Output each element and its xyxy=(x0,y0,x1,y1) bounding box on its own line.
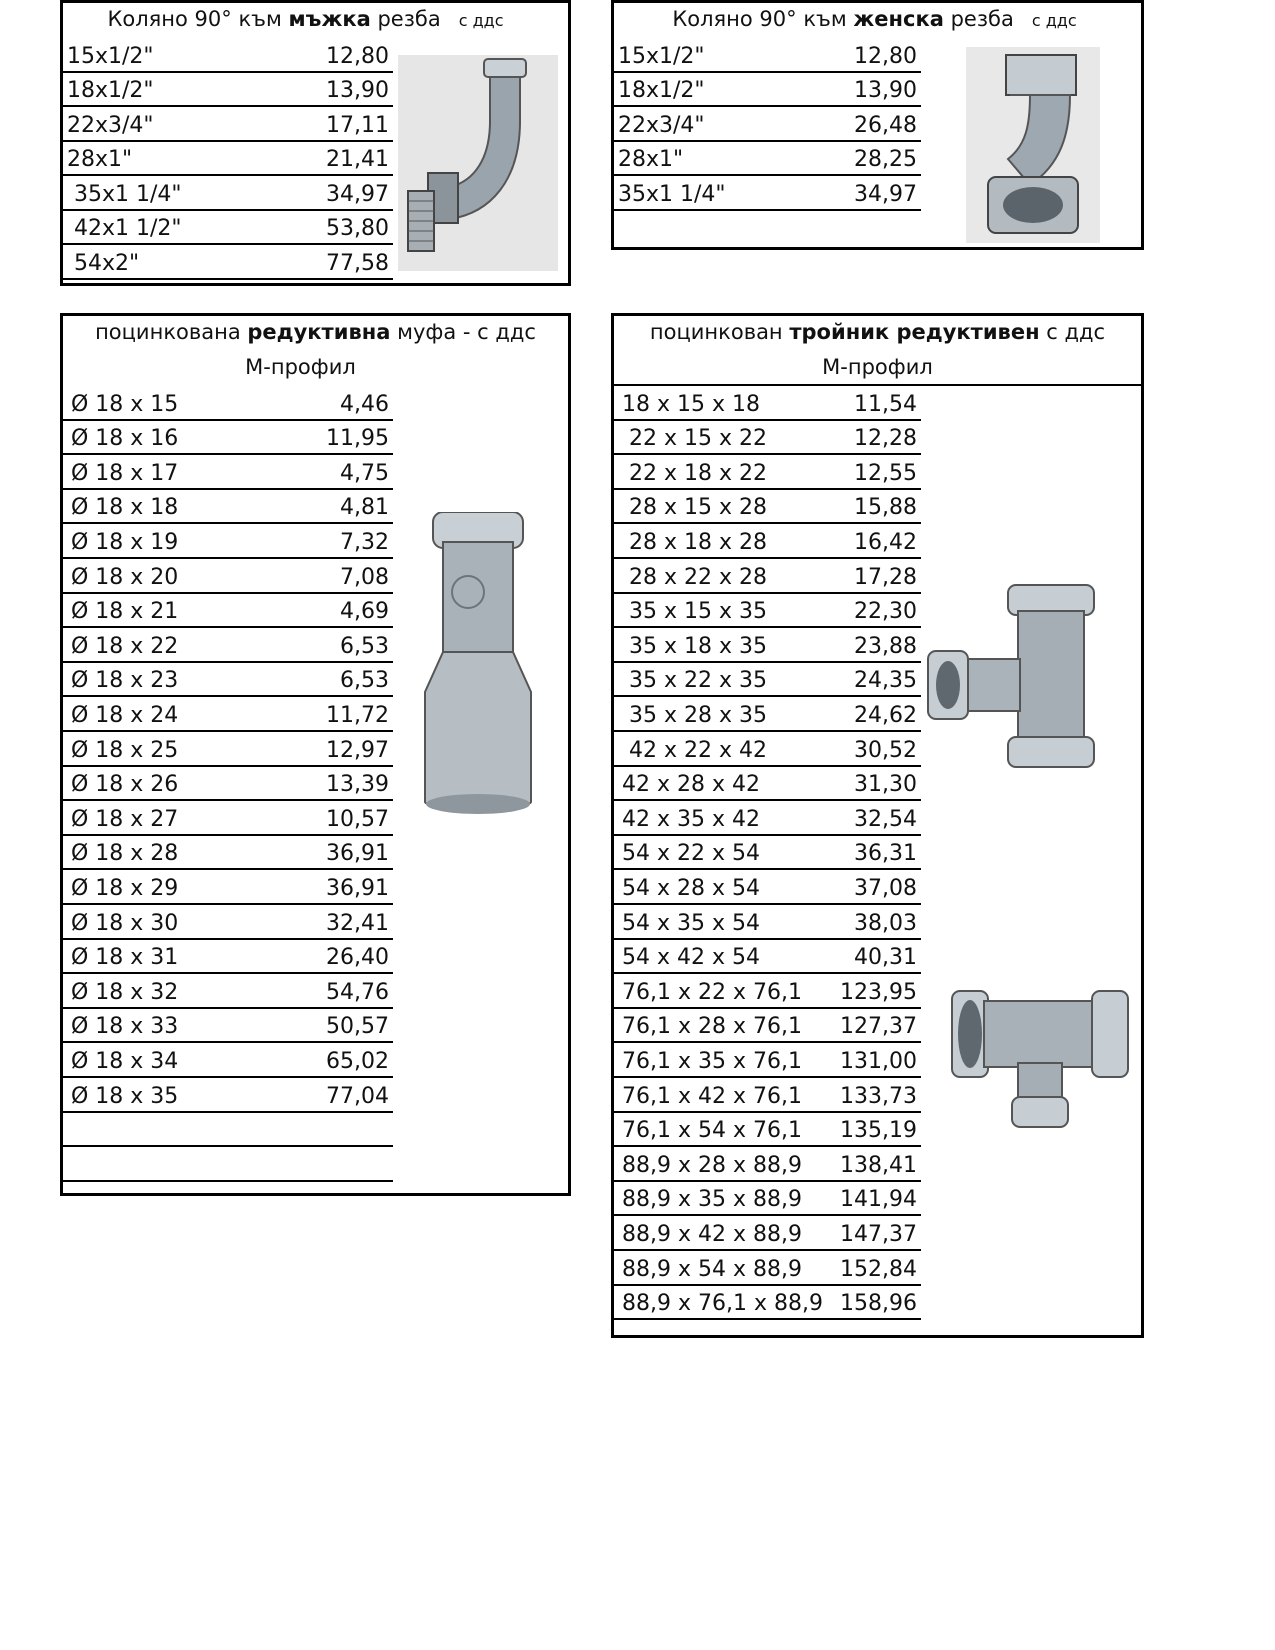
price-cell: 24,62 xyxy=(854,702,917,728)
size-cell: Ø 18 x 35 xyxy=(71,1083,179,1109)
price-cell: 36,91 xyxy=(326,875,389,901)
panel-title: Коляно 90° към мъжка резба с ддс xyxy=(107,7,504,31)
price-row xyxy=(614,801,921,836)
price-row xyxy=(63,697,393,732)
price-cell: 123,95 xyxy=(840,979,917,1005)
price-cell: 13,90 xyxy=(854,78,917,103)
price-cell: 54,76 xyxy=(326,979,389,1005)
price-row xyxy=(614,628,921,663)
reducing-tee-image xyxy=(926,581,1116,771)
size-cell: Ø 18 x 25 xyxy=(71,737,179,763)
price-row xyxy=(614,490,921,525)
price-cell: 23,88 xyxy=(854,633,917,659)
size-cell: 76,1 x 28 x 76,1 xyxy=(622,1014,802,1040)
size-cell: 88,9 x 54 x 88,9 xyxy=(622,1256,802,1282)
size-cell: 42 x 35 x 42 xyxy=(622,806,760,832)
price-row xyxy=(63,38,393,73)
price-row xyxy=(63,870,393,905)
price-row xyxy=(614,421,921,456)
price-row xyxy=(63,455,393,490)
price-row xyxy=(63,524,393,559)
price-cell: 7,32 xyxy=(340,529,389,555)
price-row xyxy=(63,421,393,456)
price-cell: 28,25 xyxy=(854,147,917,172)
price-cell: 11,95 xyxy=(326,426,389,452)
price-cell: 11,72 xyxy=(326,702,389,728)
panel-subtitle: М-профил xyxy=(822,355,933,379)
price-cell: 11,54 xyxy=(854,391,917,417)
price-cell: 38,03 xyxy=(854,910,917,936)
price-cell: 32,41 xyxy=(326,910,389,936)
price-row xyxy=(614,1009,921,1044)
price-row xyxy=(63,974,393,1009)
price-row xyxy=(614,1251,921,1286)
size-cell: 42 x 28 x 42 xyxy=(622,772,760,798)
panel-title: поцинкован тройник редуктивен с ддс xyxy=(649,320,1106,344)
price-cell: 24,35 xyxy=(854,668,917,694)
price-row xyxy=(63,1009,393,1044)
size-cell: 28x1" xyxy=(618,147,684,172)
size-cell: 76,1 x 22 x 76,1 xyxy=(622,979,802,1005)
price-cell: 13,90 xyxy=(326,78,389,103)
size-cell: 54 x 35 x 54 xyxy=(622,910,760,936)
price-cell: 17,28 xyxy=(854,564,917,590)
price-row xyxy=(614,1147,921,1182)
size-cell: 54 x 28 x 54 xyxy=(622,875,760,901)
price-row xyxy=(63,905,393,940)
price-row xyxy=(63,940,393,975)
size-cell: 18x1/2" xyxy=(67,78,154,103)
price-row xyxy=(63,386,393,421)
price-cell: 7,08 xyxy=(340,564,389,590)
size-cell: 15x1/2" xyxy=(67,43,154,69)
price-cell: 10,57 xyxy=(326,806,389,832)
price-row xyxy=(63,107,393,142)
price-cell: 16,42 xyxy=(854,529,917,555)
size-cell: 22x3/4" xyxy=(618,112,705,138)
size-cell: Ø 18 x 28 xyxy=(71,841,179,867)
panel-title: Коляно 90° към женска резба с ддс xyxy=(672,7,1077,31)
price-row xyxy=(614,1286,921,1321)
price-row xyxy=(614,386,921,421)
size-cell: 28 x 18 x 28 xyxy=(622,529,767,555)
size-cell: 35 x 22 x 35 xyxy=(622,668,767,694)
panel-male-elbow xyxy=(60,0,571,286)
price-row xyxy=(614,559,921,594)
price-cell: 12,55 xyxy=(854,460,917,486)
price-row xyxy=(63,594,393,629)
price-cell: 4,75 xyxy=(340,460,389,486)
price-cell: 12,97 xyxy=(326,737,389,763)
size-cell: Ø 18 x 30 xyxy=(71,910,179,936)
size-cell: Ø 18 x 18 xyxy=(71,495,179,521)
price-cell: 34,97 xyxy=(854,181,917,207)
price-cell: 13,39 xyxy=(326,772,389,798)
price-row xyxy=(614,732,921,767)
price-row xyxy=(614,594,921,629)
price-row xyxy=(63,490,393,525)
size-cell: Ø 18 x 20 xyxy=(71,564,179,590)
price-row xyxy=(614,697,921,732)
size-cell: Ø 18 x 19 xyxy=(71,529,179,555)
price-cell: 53,80 xyxy=(326,216,389,241)
price-cell: 147,37 xyxy=(840,1221,917,1247)
size-cell: Ø 18 x 15 xyxy=(71,391,179,417)
size-cell: 35x1 1/4" xyxy=(67,181,182,207)
price-row xyxy=(63,245,393,280)
price-cell: 12,28 xyxy=(854,426,917,452)
price-cell: 4,46 xyxy=(340,391,389,417)
price-cell: 65,02 xyxy=(326,1048,389,1074)
size-cell: 28 x 15 x 28 xyxy=(622,495,767,521)
price-cell: 4,81 xyxy=(340,495,389,521)
price-row xyxy=(614,1043,921,1078)
price-row xyxy=(63,559,393,594)
price-row xyxy=(63,176,393,211)
size-cell: Ø 18 x 17 xyxy=(71,460,179,486)
size-cell: Ø 18 x 26 xyxy=(71,772,179,798)
price-row xyxy=(614,38,921,73)
panel-reducer-coupling xyxy=(60,313,571,1196)
size-cell: Ø 18 x 24 xyxy=(71,702,179,728)
price-row xyxy=(63,142,393,177)
size-cell: 76,1 x 42 x 76,1 xyxy=(622,1083,802,1109)
price-cell: 152,84 xyxy=(840,1256,917,1282)
price-row xyxy=(614,1078,921,1113)
size-cell: Ø 18 x 21 xyxy=(71,599,179,625)
price-row xyxy=(63,1078,393,1113)
price-cell: 77,04 xyxy=(326,1083,389,1109)
price-cell: 37,08 xyxy=(854,875,917,901)
price-cell: 15,88 xyxy=(854,495,917,521)
price-cell: 36,31 xyxy=(854,841,917,867)
size-cell: Ø 18 x 34 xyxy=(71,1048,179,1074)
price-row xyxy=(614,663,921,698)
price-row xyxy=(63,801,393,836)
panel-subtitle: М-профил xyxy=(245,355,356,379)
price-cell: 135,19 xyxy=(840,1118,917,1144)
reducer-coupling-image xyxy=(423,512,533,816)
price-row xyxy=(614,524,921,559)
size-cell: 54x2" xyxy=(67,250,140,276)
price-row xyxy=(614,767,921,802)
elbow-female-thread-image xyxy=(966,47,1100,243)
price-row xyxy=(63,211,393,246)
size-cell: 88,9 x 35 x 88,9 xyxy=(622,1187,802,1213)
size-cell: 88,9 x 76,1 x 88,9 xyxy=(622,1291,823,1317)
size-cell: 35 x 28 x 35 xyxy=(622,702,767,728)
price-cell: 4,69 xyxy=(340,599,389,625)
price-row xyxy=(63,73,393,108)
price-row xyxy=(63,732,393,767)
price-cell: 36,91 xyxy=(326,841,389,867)
price-cell: 12,80 xyxy=(326,43,389,69)
price-cell: 133,73 xyxy=(840,1083,917,1109)
size-cell: 42x1 1/2" xyxy=(67,216,182,241)
size-cell: 18 x 15 x 18 xyxy=(622,391,760,417)
price-cell: 77,58 xyxy=(326,250,389,276)
panel-female-elbow xyxy=(611,0,1144,250)
price-row xyxy=(614,176,921,211)
size-cell: 28 x 22 x 28 xyxy=(622,564,767,590)
price-row xyxy=(63,1043,393,1078)
size-cell: Ø 18 x 33 xyxy=(71,1014,179,1040)
size-cell: Ø 18 x 31 xyxy=(71,945,179,971)
price-row xyxy=(63,767,393,802)
price-cell: 138,41 xyxy=(840,1152,917,1178)
price-row xyxy=(614,1216,921,1251)
price-row xyxy=(614,836,921,871)
size-cell: 42 x 22 x 42 xyxy=(622,737,767,763)
size-cell: 15x1/2" xyxy=(618,43,705,69)
size-cell: 35 x 18 x 35 xyxy=(622,633,767,659)
size-cell: Ø 18 x 23 xyxy=(71,668,179,694)
panel-title: поцинкована редуктивна муфа - с ддс xyxy=(95,320,536,344)
price-cell: 50,57 xyxy=(326,1014,389,1040)
price-row xyxy=(614,73,921,108)
price-row xyxy=(614,455,921,490)
reducing-tee-image-2 xyxy=(948,981,1132,1131)
size-cell: 54 x 22 x 54 xyxy=(622,841,760,867)
price-cell: 127,37 xyxy=(840,1014,917,1040)
size-cell: 76,1 x 54 x 76,1 xyxy=(622,1118,802,1144)
price-row xyxy=(614,974,921,1009)
price-row xyxy=(63,628,393,663)
price-cell: 26,48 xyxy=(854,112,917,138)
price-row xyxy=(614,107,921,142)
price-cell: 30,52 xyxy=(854,737,917,763)
price-cell: 6,53 xyxy=(340,668,389,694)
elbow-male-thread-image xyxy=(398,55,558,271)
price-row xyxy=(614,142,921,177)
price-row xyxy=(614,940,921,975)
size-cell: Ø 18 x 32 xyxy=(71,979,179,1005)
price-row xyxy=(614,1113,921,1148)
price-cell: 6,53 xyxy=(340,633,389,659)
size-cell: 54 x 42 x 54 xyxy=(622,945,760,971)
price-cell: 40,31 xyxy=(854,945,917,971)
price-cell: 22,30 xyxy=(854,599,917,625)
price-row xyxy=(63,836,393,871)
price-row xyxy=(63,663,393,698)
size-cell: 88,9 x 42 x 88,9 xyxy=(622,1221,802,1247)
price-cell: 12,80 xyxy=(854,43,917,69)
size-cell: Ø 18 x 29 xyxy=(71,875,179,901)
size-cell: 18x1/2" xyxy=(618,78,705,103)
price-cell: 32,54 xyxy=(854,806,917,832)
price-cell: 141,94 xyxy=(840,1187,917,1213)
price-cell: 31,30 xyxy=(854,772,917,798)
size-cell: 88,9 x 28 x 88,9 xyxy=(622,1152,802,1178)
size-cell: Ø 18 x 22 xyxy=(71,633,179,659)
price-cell: 131,00 xyxy=(840,1048,917,1074)
price-cell: 21,41 xyxy=(326,147,389,172)
size-cell: 22x3/4" xyxy=(67,112,154,138)
price-row xyxy=(614,1182,921,1217)
empty-row xyxy=(63,1113,393,1148)
price-cell: 34,97 xyxy=(326,181,389,207)
price-cell: 17,11 xyxy=(326,112,389,138)
size-cell: 76,1 x 35 x 76,1 xyxy=(622,1048,802,1074)
panel-reducing-tee xyxy=(611,313,1144,1338)
size-cell: 22 x 15 x 22 xyxy=(622,426,767,452)
size-cell: 35 x 15 x 35 xyxy=(622,599,767,625)
price-row xyxy=(614,905,921,940)
empty-row xyxy=(63,1147,393,1182)
size-cell: 28x1" xyxy=(67,147,133,172)
price-row xyxy=(614,870,921,905)
price-cell: 26,40 xyxy=(326,945,389,971)
size-cell: Ø 18 x 16 xyxy=(71,426,179,452)
size-cell: 22 x 18 x 22 xyxy=(622,460,767,486)
price-cell: 158,96 xyxy=(840,1291,917,1317)
size-cell: Ø 18 x 27 xyxy=(71,806,179,832)
size-cell: 35x1 1/4" xyxy=(618,181,726,207)
